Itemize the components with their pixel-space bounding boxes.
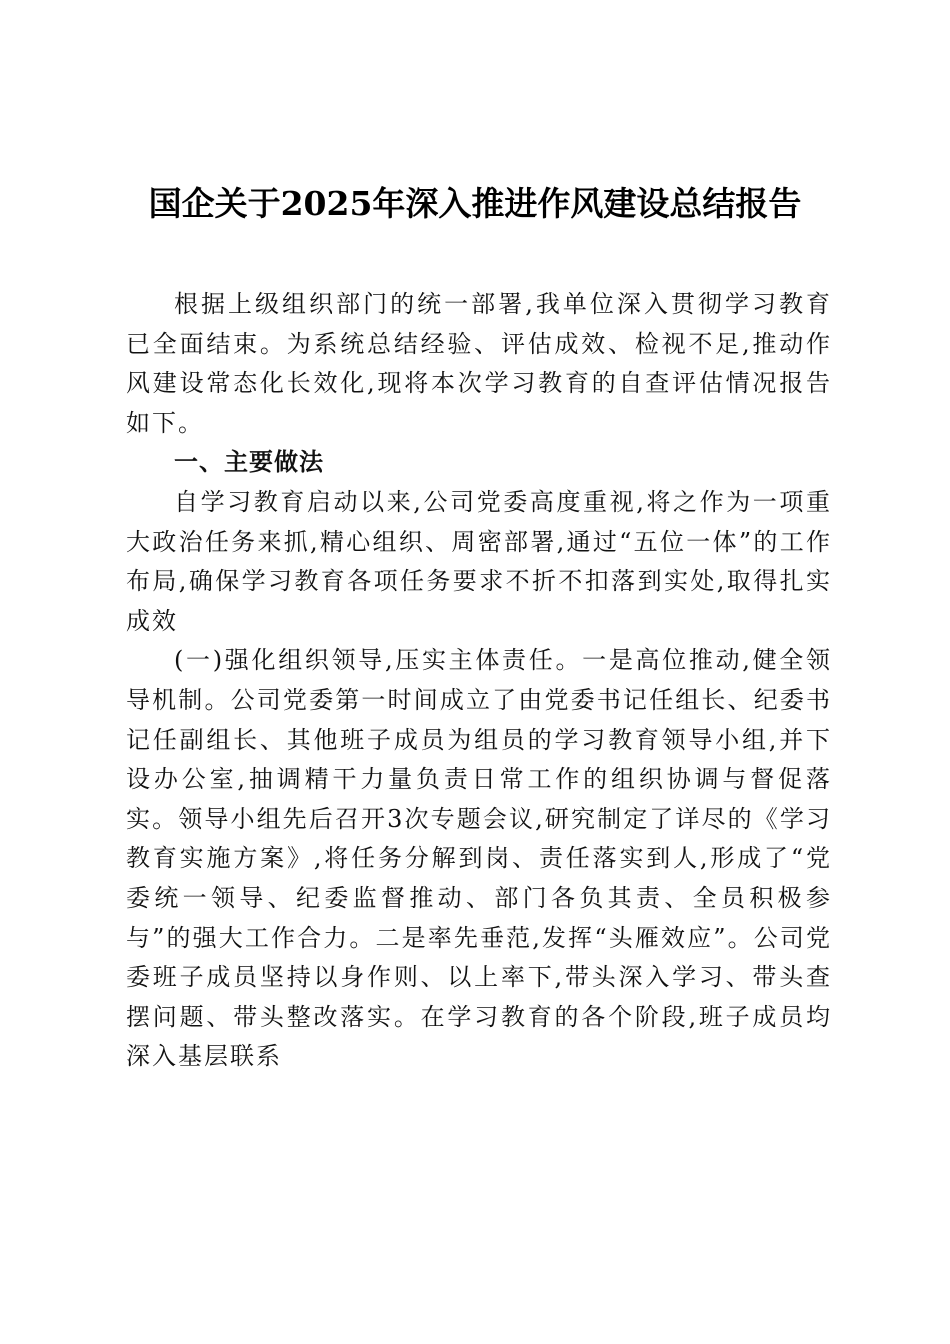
document-body	[126, 285, 832, 1077]
document-title: 国企关于2025年深入推进作风建设总结报告	[148, 184, 802, 223]
subsection-paragraph: (一)强化组织领导,压实主体责任。一是高位推动,健全领导机制。公司党委第一时间成立了由党委书记任组长、纪委书记任副组长、其他班子成员为组员的学习教育领导小组,并下设办公室,抽调精干力量负责日常工作的组织协调与督促落实。领导小组先后召开3次专题会议,研究制定了详尽的《学习教育实施方案》,将任务分解到岗、责任落实到人,形成了“党委统一领导、纪委监督推动、部门各负其责、全员积极参与”的强大工作合力。二是率先垂范,发挥“头雁效应”。公司党委班子成员坚持以身作则、以上率下,带头深入学习、带头查摆问题、带头整改落实。在学习教育的各个阶段,班子成员均深入基层联系	[126, 646, 832, 1071]
section-heading-main-practices: 一、主要做法	[174, 448, 324, 477]
intro-paragraph: 根据上级组织部门的统一部署,我单位深入贯彻学习教育已全面结束。为系统总结经验、评估成效、检视不足,推动作风建设常态化长效化,现将本次学习教育的自查评估情况报告如下。	[126, 290, 832, 437]
section-paragraph: 自学习教育启动以来,公司党委高度重视,将之作为一项重大政治任务来抓,精心组织、周密部署,通过“五位一体”的工作布局,确保学习教育各项任务要求不折不扣落到实处,取得扎实成效	[126, 487, 832, 635]
